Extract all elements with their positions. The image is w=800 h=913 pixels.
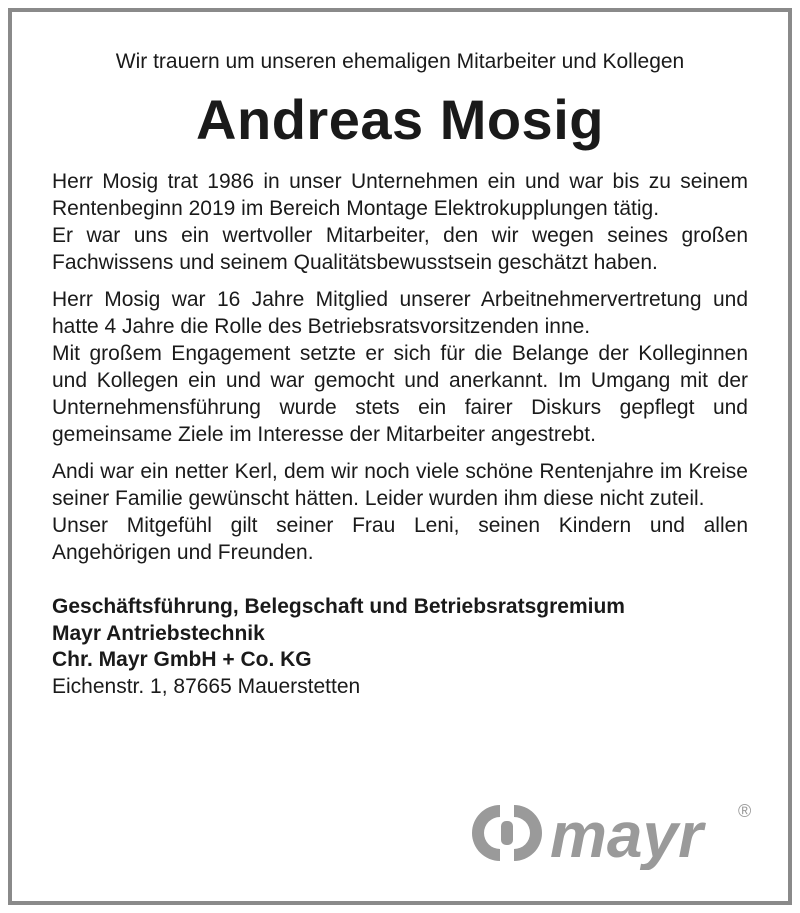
mayr-logo-graphic <box>470 795 760 870</box>
signature-line-2: Mayr Antriebstechnik <box>52 621 265 645</box>
obituary-content <box>52 38 748 700</box>
mayr-logo <box>470 795 760 870</box>
paragraph-career: Herr Mosig trat 1986 in unser Unternehmen ein und war bis zu seinem Rentenbeginn 2019 im Bereich Montage Elektrokupplungen tätig. <box>52 170 748 220</box>
mayr-emblem-icon <box>472 805 542 861</box>
intro-line: Wir trauern um unseren ehemaligen Mitarbeiter und Kollegen <box>115 50 685 73</box>
paragraph-engagement: Mit großem Engagement setzte er sich für die Belange der Kolleginnen und Kollegen ein und war gemocht und anerkannt. Im Umgang mit der Unternehmensführung wurde stets ein fairer Diskurs gepflegt und gemeinsame Ziele im Interesse der Mitarbeiter angestrebt. <box>52 342 748 446</box>
registered-mark: ® <box>738 801 752 821</box>
deceased-name: Andreas Mosig <box>196 88 604 151</box>
paragraph-appreciation: Er war uns ein wertvoller Mitarbeiter, den wir wegen seines großen Fachwissens und seinem Qualitätsbewusstsein geschätzt haben. <box>52 224 748 274</box>
mayr-wordmark: mayr <box>550 799 703 870</box>
signature-address: Eichenstr. 1, 87665 Mauerstetten <box>52 674 361 698</box>
signature-line-3: Chr. Mayr GmbH + Co. KG <box>52 648 312 671</box>
paragraph-condolence: Unser Mitgefühl gilt seiner Frau Leni, seinen Kindern und allen Angehörigen und Freunden. <box>52 514 748 564</box>
signature-line-1: Geschäftsführung, Belegschaft und Betriebsratsgremium <box>52 595 625 618</box>
paragraph-personal: Andi war ein netter Kerl, dem wir noch viele schöne Rentenjahre im Kreise seiner Familie gewünscht hätten. Leider wurden ihm diese nicht zuteil. <box>52 460 748 510</box>
paragraph-works-council: Herr Mosig war 16 Jahre Mitglied unserer Arbeitnehmervertretung und hatte 4 Jahre die Rolle des Betriebsratsvorsitzenden inne. <box>52 288 748 338</box>
signature-block <box>52 594 748 700</box>
